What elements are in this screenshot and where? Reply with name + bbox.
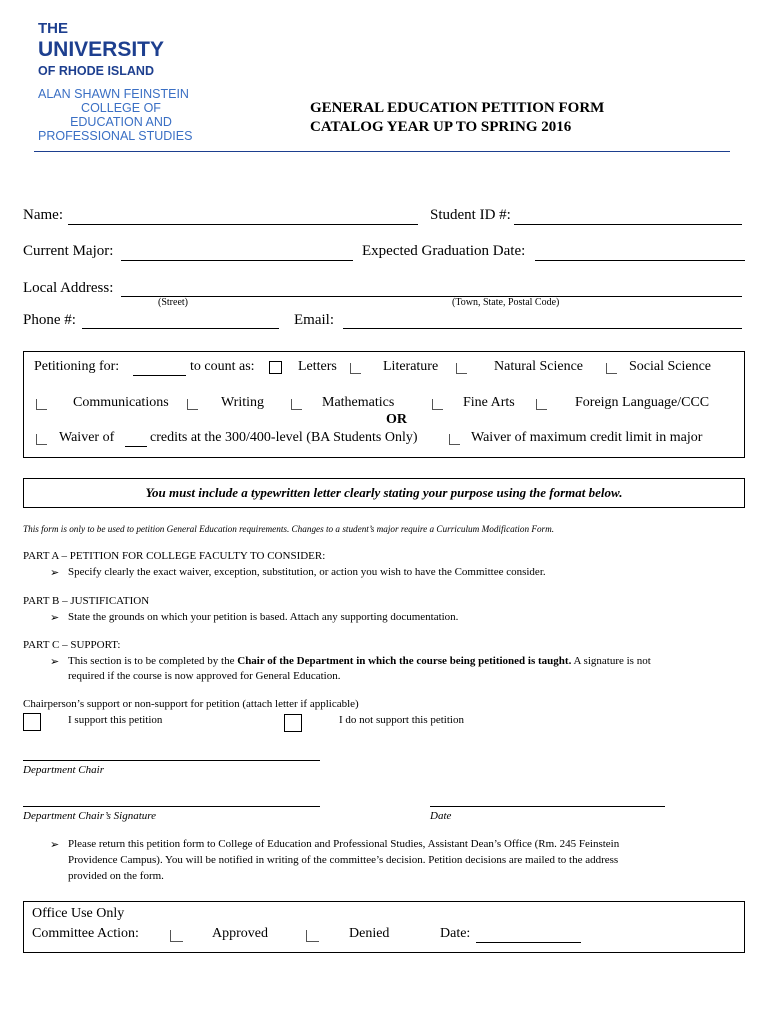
fine-arts-checkbox[interactable] (432, 399, 443, 410)
foreign-language-label: Foreign Language/CCC (575, 395, 710, 410)
part-b-title: PART B – JUSTIFICATION (23, 595, 150, 607)
petitioning-for-label: Petitioning for: (34, 359, 120, 374)
letters-label: Letters (298, 359, 337, 374)
logo-line-rhode-island: OF RHODE ISLAND (38, 64, 154, 78)
phone-label: Phone #: (23, 312, 76, 328)
part-c-text-post: A signature is not (571, 655, 651, 667)
denied-label: Denied (349, 926, 390, 941)
not-support-text: I do not support this petition (339, 714, 464, 726)
return-note-line3: provided on the form. (68, 870, 164, 882)
foreign-language-checkbox[interactable] (536, 399, 547, 410)
logo-line-university: UNIVERSITY (38, 38, 165, 61)
student-id-field[interactable] (514, 224, 742, 225)
support-text: I support this petition (68, 714, 163, 726)
phone-field[interactable] (82, 328, 279, 329)
dept-chair-label: Department Chair (23, 764, 104, 776)
support-checkbox[interactable] (23, 713, 41, 731)
mathematics-checkbox[interactable] (291, 399, 302, 410)
street-hint: (Street) (158, 297, 188, 308)
date-line[interactable] (430, 806, 665, 807)
approved-checkbox[interactable] (170, 930, 183, 942)
local-address-label: Local Address: (23, 280, 114, 296)
office-date-field[interactable] (476, 942, 581, 943)
mathematics-label: Mathematics (322, 395, 395, 410)
graduation-date-label: Expected Graduation Date: (362, 243, 526, 259)
fine-arts-label: Fine Arts (463, 395, 515, 410)
logo-line-feinstein: ALAN SHAWN FEINSTEIN (38, 87, 189, 101)
dept-chair-line[interactable] (23, 760, 320, 761)
current-major-field[interactable] (121, 260, 353, 261)
committee-action-label: Committee Action: (32, 926, 139, 941)
literature-label: Literature (383, 359, 439, 374)
part-c-text-pre: This section is to be completed by the (68, 655, 238, 667)
approved-label: Approved (212, 926, 268, 941)
dept-chair-signature-line[interactable] (23, 806, 320, 807)
writing-checkbox[interactable] (187, 399, 198, 410)
social-science-label: Social Science (629, 359, 712, 374)
return-note-line2: Providence Campus). You will be notified in writing of the committee’s decision. Petition decisions are mailed to the address (68, 854, 619, 866)
petition-course-field[interactable] (133, 375, 186, 376)
disclaimer-text: This form is only to be used to petition General Education requirements. Changes to a student’s major require a Curriculum Modification Form. (23, 524, 555, 534)
graduation-date-field[interactable] (535, 260, 745, 261)
support-label: Chairperson’s support or non-support for petition (attach letter if applicable) (23, 698, 359, 710)
local-address-field[interactable] (121, 296, 742, 297)
current-major-label: Current Major: (23, 243, 114, 259)
part-a-text: Specify clearly the exact waiver, exception, substitution, or action you wish to have the Committee consider. (68, 566, 546, 578)
waiver-credits-label: credits at the 300/400-level (BA Students Only) (150, 430, 418, 445)
form-title: GENERAL EDUCATION PETITION FORM (310, 100, 605, 116)
waiver-max-label: Waiver of maximum credit limit in major (471, 430, 703, 445)
not-support-checkbox[interactable] (284, 714, 302, 732)
logo-line-education: EDUCATION AND (70, 115, 172, 129)
part-b-bullet-icon: ➢ (50, 612, 60, 624)
logo-line-the: THE (38, 20, 68, 37)
return-note-line1: Please return this petition form to College of Education and Professional Studies, Assistant Dean’s Office (Rm. 245 Feinstein (68, 838, 620, 850)
literature-checkbox[interactable] (350, 363, 361, 374)
header-rule (34, 151, 730, 152)
student-id-label: Student ID #: (430, 207, 511, 223)
waiver-credits-field[interactable] (125, 446, 147, 447)
email-field[interactable] (343, 328, 742, 329)
town-hint: (Town, State, Postal Code) (452, 297, 560, 308)
communications-checkbox[interactable] (36, 399, 47, 410)
waiver-credits-checkbox[interactable] (36, 434, 47, 445)
natural-science-checkbox[interactable] (456, 363, 467, 374)
office-use-title: Office Use Only (32, 906, 125, 921)
denied-checkbox[interactable] (306, 930, 319, 942)
communications-label: Communications (73, 395, 169, 410)
writing-label: Writing (221, 395, 264, 410)
name-field[interactable] (68, 224, 418, 225)
logo-line-professional: PROFESSIONAL STUDIES (38, 129, 193, 143)
part-a-title: PART A – PETITION FOR COLLEGE FACULTY TO CONSIDER: (23, 550, 326, 562)
notice-text: You must include a typewritten letter clearly stating your purpose using the format below. (145, 485, 623, 500)
waiver-of-label: Waiver of (59, 430, 115, 445)
name-label: Name: (23, 207, 63, 223)
logo-line-college-of: COLLEGE OF (81, 101, 161, 115)
part-c-text-bold: Chair of the Department in which the course being petitioned is taught. (237, 655, 572, 667)
natural-science-label: Natural Science (494, 359, 584, 374)
part-c-text-line2: required if the course is now approved for General Education. (68, 670, 341, 682)
office-date-label: Date: (440, 926, 471, 941)
or-separator: OR (386, 412, 407, 427)
email-label: Email: (294, 312, 334, 328)
return-bullet-icon: ➢ (50, 839, 60, 851)
part-b-text: State the grounds on which your petition is based. Attach any supporting documentation. (68, 611, 459, 623)
part-a-bullet-icon: ➢ (50, 567, 60, 579)
part-c-text (68, 655, 651, 667)
letters-checkbox-outer[interactable] (269, 361, 282, 374)
part-c-bullet-icon: ➢ (50, 656, 60, 668)
dept-chair-signature-label: Department Chair’s Signature (23, 810, 157, 822)
waiver-max-checkbox[interactable] (449, 434, 460, 445)
part-c-title: PART C – SUPPORT: (23, 639, 121, 651)
form-subtitle: CATALOG YEAR UP TO SPRING 2016 (310, 119, 572, 135)
social-science-checkbox[interactable] (606, 363, 617, 374)
date-label: Date (430, 810, 452, 822)
to-count-as-label: to count as: (190, 359, 255, 374)
